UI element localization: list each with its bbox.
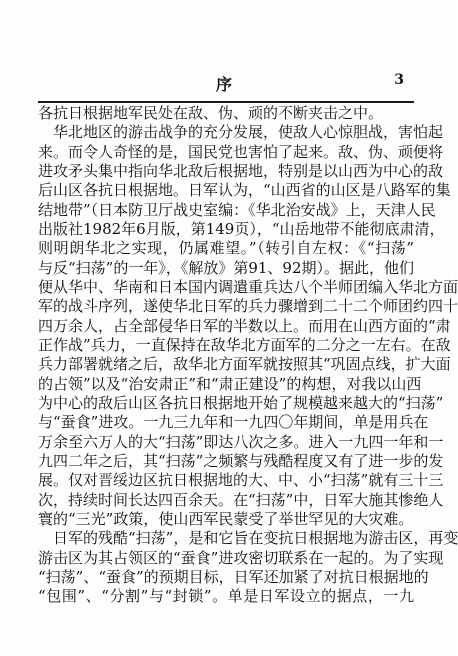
text-line: “扫荡”、“蚕食”的预期目标，日军还加紧了对抗日根据地的 [38,567,429,586]
text-line: 四万余人，占全部侵华日军的半数以上。而用在山西方面的“肃 [38,316,451,335]
text-line: 九四二年之后，其“扫荡”之频繁与残酷程度又有了进一步的发 [38,451,444,470]
text-line: 后山区各抗日根据地。日军认为，“山西省的山区是八路军的集 [38,181,451,200]
text-line: 日军的残酷“扫荡”，是和它旨在变抗日根据地为游击区，再变 [38,529,458,548]
header-rule [38,101,414,103]
text-line: 与反“扫荡”的一年》，《解放》第91、92期）。据此，他们 [38,258,415,277]
text-line: 正作战”兵力，一直保持在敌华北方面军的二分之一左右。在敌 [38,335,451,354]
text-line: “包围”、“分割”与“封锁”。单是日军设立的据点，一九 [38,587,414,606]
chapter-title: 序 [215,75,234,94]
text-line: 进攻矛头集中指向华北敌后根据地，特别是以山西为中心的敌 [38,161,444,180]
text-line: 华北地区的游击战争的充分发展，使敌人心惊胆战，害怕起 [38,123,444,142]
page-number: 3 [394,72,404,88]
text-line: 来。而令人奇怪的是，国民党也害怕了起来。敌、伪、顽便将 [38,142,444,161]
text-line: 军的战斗序列，遂使华北日军的兵力骤增到二十二个师团约四十 [38,297,458,316]
running-header [0,60,450,94]
text-line: 则明朗华北之实现，仍属难望。”（转引自左权：《“扫荡” [38,239,414,258]
text-line: 游击区为其占领区的“蚕食”进攻密切联系在一起的。为了实现 [38,548,444,567]
text-line: 的占领”以及“治安肃正”和“肃正建设”的构想，对我以山西 [38,374,422,393]
text-line: 兵力部署就绪之后，敌华北方面军就按照其“巩固点线，扩大面 [38,355,451,374]
text-line: 结地带”（日本防卫厅战史室编：《华北治安战》上，天津人民 [38,200,436,219]
text-line: 便从华中、华南和日本国内调遣重兵达八个半师团编入华北方面 [38,277,458,296]
text-line: 万余至六万人的大“扫荡”即达八次之多。进入一九四一年和一 [38,432,444,451]
text-line: 展。仅对晋绥边区抗日根据地的大、中、小“扫荡”就有三十三 [38,471,444,490]
text-line: 次，持续时间长达四百余天。在“扫荡”中，日军大施其惨绝人 [38,490,444,509]
text-line: 各抗日根据地军民处在敌、伪、顽的不断夹击之中。 [38,104,384,122]
text-line: 出版社1982年6月版，第149页），“山岳地带不能彻底肃清， [38,219,445,238]
text-line: 寰的“三光”政策，使山西军民蒙受了举世罕见的大灾难。 [38,509,414,528]
text-line: 与“蚕食”进攻。一九三九年和一九四〇年期间，单是用兵在 [38,413,429,432]
body-text [38,104,458,607]
text-line: 为中心的敌后山区各抗日根据地开始了规模越来越大的“扫荡” [38,393,444,412]
